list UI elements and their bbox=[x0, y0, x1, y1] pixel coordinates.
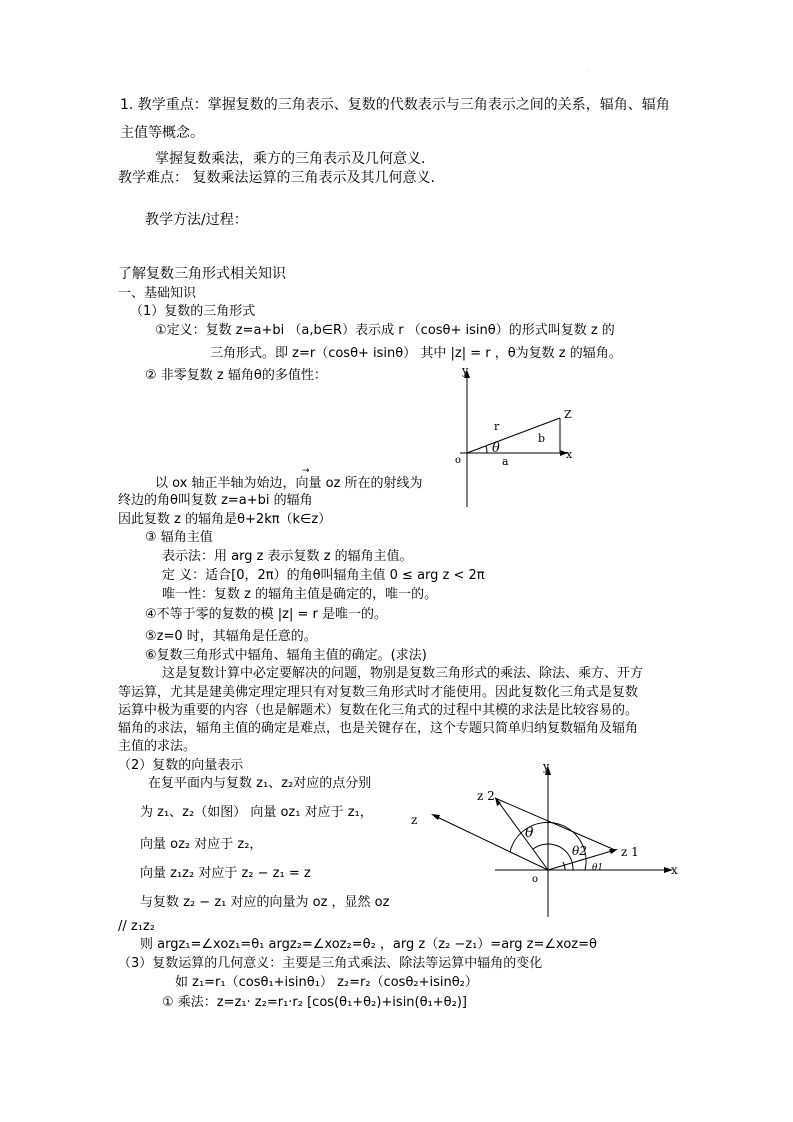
heading-vector-form: （2）复数的向量表示 bbox=[118, 758, 244, 773]
multiplication-line: ① 乘法：z=z₁· z₂=r₁·r₂ [cos(θ₁+θ₂)+isin(θ₁+θ₂)] bbox=[162, 995, 467, 1010]
oz-arrow-icon bbox=[431, 814, 440, 820]
method-heading: 教学方法/过程： bbox=[145, 212, 248, 228]
argument-relations-line: 则 argz₁=∠xoz₁=θ₁ argz₂=∠xoz₂=θ₂ ，arg z（z₂ −z₁）=arg z=∠xoz=θ bbox=[140, 937, 597, 952]
subsection-basic: 一、基础知识 bbox=[118, 286, 197, 301]
vector-z1z2-line: 向量 z₁z₂ 对应于 z₂ − z₁ = z bbox=[140, 866, 311, 881]
b-label: b bbox=[538, 432, 546, 445]
definition-line-2: 三角形式。即 z=r（cosθ+ isinθ） 其中 |z| = r ，θ为复数 z 的辐角。 bbox=[210, 346, 622, 361]
y-axis-label: y bbox=[543, 760, 550, 773]
vector-oz1-line: 为 z₁、z₂（如图） 向量 oz₁ 对应于 z₁， bbox=[140, 805, 373, 820]
theta-label: θ bbox=[492, 441, 500, 456]
modulus-unique-line: ④不等于零的复数的模 |z| = r 是唯一的。 bbox=[145, 607, 388, 622]
theta-label: θ bbox=[525, 825, 534, 841]
uniqueness-line: 唯一性：复数 z 的辐角主值是确定的，唯一的。 bbox=[162, 587, 438, 602]
parallel-line: // z₁z₂ bbox=[118, 919, 155, 934]
key-points-line: 1. 教学重点：掌握复数的三角表示、复数的代数表示与三角表示之间的关系，辐角、辐角 bbox=[120, 97, 670, 113]
determination-heading: ⑥复数三角形式中辐角、辐角主值的确定。(求法) bbox=[145, 648, 427, 663]
principal-value-heading: ③ 辐角主值 bbox=[145, 530, 213, 545]
origin-label: o bbox=[532, 874, 539, 885]
vector-z1z2 bbox=[495, 798, 615, 850]
a-label: a bbox=[502, 455, 509, 468]
paragraph-line-3: 运算中极为重要的内容（也是解题术）复数在化三角式的过程中其模的求法是比较容易的。 bbox=[118, 703, 639, 718]
definition-line: ①定义：复数 z=a+bi （a,b∈R）表示成 r （cosθ+ isinθ）的形式叫复数 z 的 bbox=[155, 323, 615, 338]
z2-label: z 2 bbox=[477, 789, 495, 803]
angle-arc bbox=[486, 446, 487, 453]
key-points-line-3: 掌握复数乘法，乘方的三角表示及几何意义. bbox=[155, 151, 426, 167]
paragraph-line-2: 等运算，尤其是建美佛定理定理只有对复数三角形式时才能使用。因此复数化三角式是复数 bbox=[118, 685, 639, 700]
z-label: z bbox=[411, 813, 418, 827]
vector-oz-line: 与复数 z₂ − z₁ 对应的向量为 oz ，显然 oz bbox=[140, 895, 390, 910]
point-z-label: Z bbox=[564, 408, 572, 421]
vector-arrow-icon: → bbox=[302, 466, 310, 476]
origin-label: o bbox=[455, 455, 462, 466]
section-title: 了解复数三角形式相关知识 bbox=[118, 266, 286, 282]
difficulty-line: 教学难点： 复数乘法运算的三角表示及其几何意义. bbox=[118, 170, 435, 186]
notation-line: 表示法：用 arg z 表示复数 z 的辐角主值。 bbox=[162, 549, 413, 564]
y-axis-label: y bbox=[462, 364, 469, 377]
multi-value-line: ② 非零复数 z 辐角θ的多值性： bbox=[145, 368, 327, 383]
figure-argument bbox=[440, 362, 590, 517]
vector-oz-line bbox=[467, 418, 560, 453]
z1-label: z 1 bbox=[621, 845, 639, 859]
paragraph-line-1: 这是复数计算中必定要解决的问题，物别是复数三角形式的乘法、除法、乘方、开方 bbox=[162, 666, 644, 681]
paragraph-line-5: 主值的求法。 bbox=[118, 739, 197, 754]
x-axis-label: x bbox=[671, 863, 678, 877]
heading-trig-form: （1）复数的三角形式 bbox=[130, 304, 256, 319]
theta1-label: θ1 bbox=[592, 863, 604, 873]
heading-geometric-meaning: （3）复数运算的几何意义：主要是三角式乘法、除法等运算中辐角的变化 bbox=[118, 956, 543, 971]
terminal-side-line: 终边的角θ叫复数 z=a+bi 的辐角 bbox=[118, 493, 313, 508]
theta1-arc bbox=[563, 862, 565, 870]
figure-vectors bbox=[405, 752, 690, 920]
definition-principal-line: 定 义：适合[0，2π）的角θ叫辐角主值 0 ≤ arg z < 2π bbox=[162, 568, 485, 583]
argument-general-line: 因此复数 z 的辐角是θ+2kπ（k∈z） bbox=[118, 512, 332, 527]
corner-mark: · bbox=[588, 68, 590, 75]
paragraph-line-4: 辐角的求法，辐角主值的确定是难点，也是关键存在，这个专题只简单归纳复数辐角及辐角 bbox=[118, 721, 639, 736]
key-points-line-2: 主值等概念。 bbox=[120, 125, 204, 141]
modulus-r-label: r bbox=[494, 420, 500, 433]
vector-intro-line: 在复平面内与复数 z₁、z₂对应的点分别 bbox=[148, 776, 372, 791]
example-z1-z2-line: 如 z₁=r₁（cosθ₁+isinθ₁） z₂=r₂（cosθ₂+isinθ₂） bbox=[175, 975, 478, 990]
vector-oz2-line: 向量 oz₂ 对应于 z₂， bbox=[140, 837, 263, 852]
theta2-label: θ2 bbox=[572, 844, 587, 858]
initial-side-line: 以 ox 轴正半轴为始边，向量 oz 所在的射线为 bbox=[155, 476, 423, 491]
vector-oz2 bbox=[497, 800, 548, 870]
zero-argument-line: ⑤z=0 时，其辐角是任意的。 bbox=[145, 629, 317, 644]
x-axis-label: x bbox=[566, 448, 573, 461]
